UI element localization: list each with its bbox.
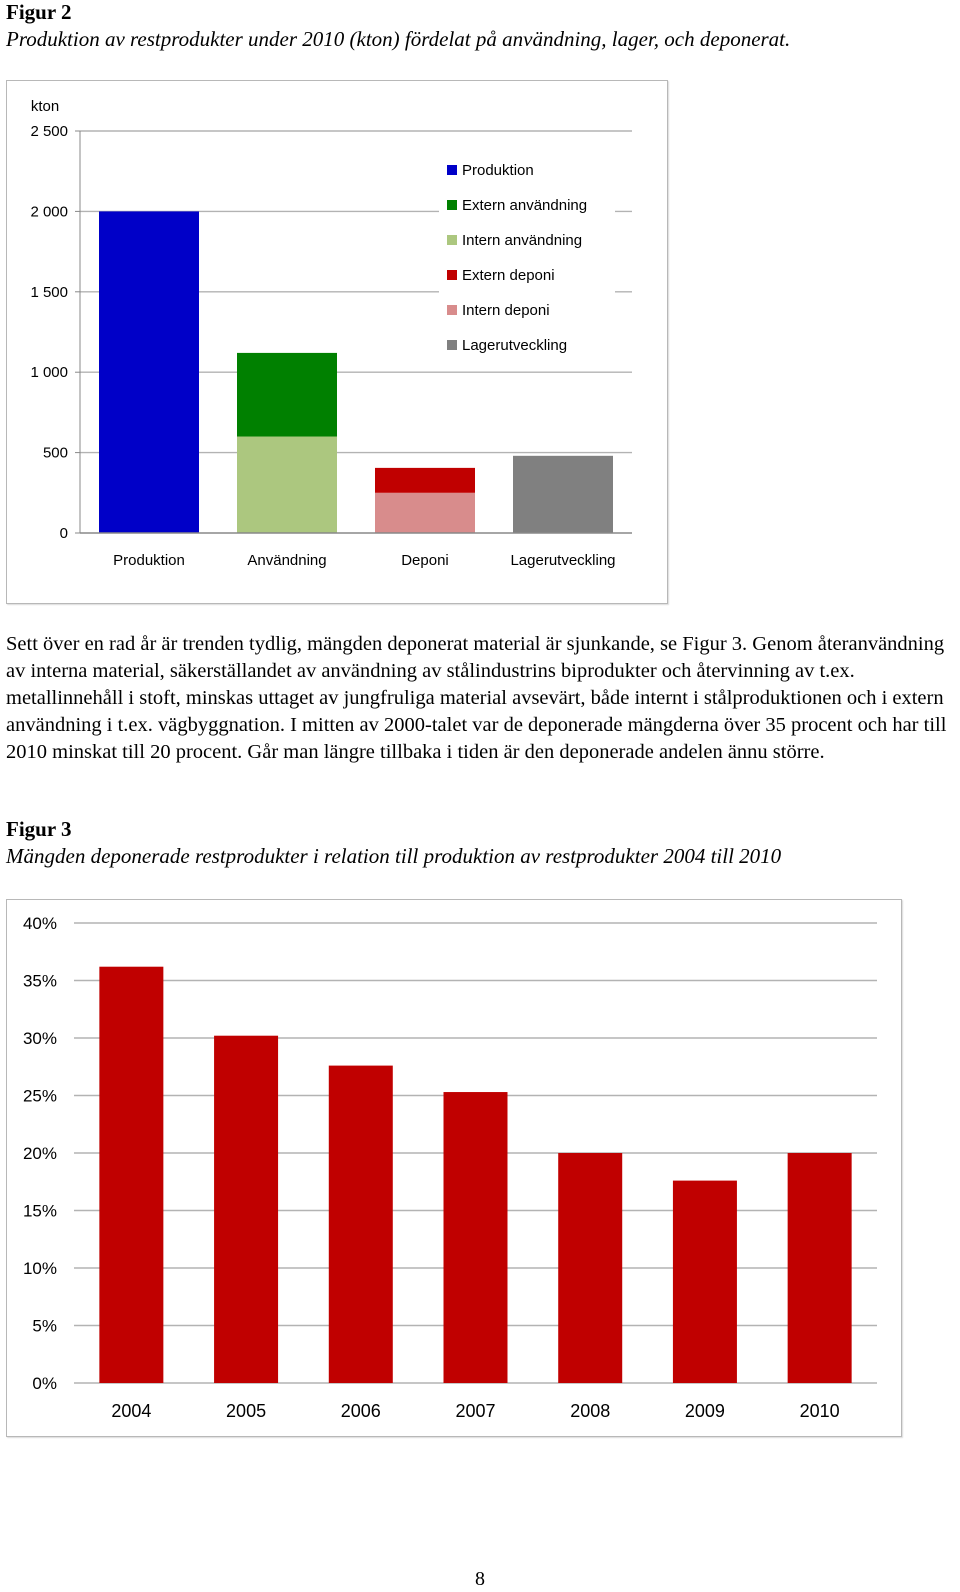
x-tick-label-1: Användning xyxy=(247,552,327,569)
x-tick-label-2004: 2004 xyxy=(111,1401,152,1421)
legend-background xyxy=(439,155,615,353)
legend-label-3: Extern deponi xyxy=(462,267,555,284)
y-tick-label-5: 5% xyxy=(32,1316,57,1336)
y-tick-label-0: 0% xyxy=(32,1374,57,1393)
x-tick-label-2008: 2008 xyxy=(570,1401,611,1421)
paragraph-text: Sett över en rad år är trenden tydlig, mängden deponerat material är sjunkande, se Figur 3. Genom återanvändning av interna material, säkerställandet av användning av stålindustrins biprodukter och återvinning av t.ex. metallinnehåll i stoft, minskas uttaget av jungfruliga material avsevärt, både internt i stålproduktionen och i extern användning i t.ex. vägbyggnation. I mitten av 2000-talet var de deponerade mängderna över 35 procent och har till 2010 minskat till 20 procent. Går man längre tillbaka i tiden är den deponerade andelen ännu större. xyxy=(6,633,947,763)
figure-2-caption: Produktion av restprodukter under 2010 (kton) fördelat på användning, lager, och deponerat. xyxy=(6,27,791,51)
y-tick-label-0: 0 xyxy=(59,525,68,542)
y-tick-label-30: 30% xyxy=(22,1029,57,1048)
legend-swatch-5 xyxy=(447,340,457,350)
legend-swatch-0 xyxy=(447,165,457,175)
bar-lagerutveckling-lagerutveckling xyxy=(513,456,613,533)
x-tick-label-2007: 2007 xyxy=(455,1401,496,1421)
y-tick-label-1500: 1 500 xyxy=(30,283,68,301)
bar-deponi-extern-deponi xyxy=(375,468,475,493)
y-tick-label-20: 20% xyxy=(22,1144,57,1163)
page-number: 8 xyxy=(475,1568,485,1590)
chart-1-frame xyxy=(6,80,668,604)
bar-2005 xyxy=(214,1036,278,1383)
chart-2-svg xyxy=(7,900,901,1436)
legend-label-4: Intern deponi xyxy=(462,302,550,319)
x-tick-label-2006: 2006 xyxy=(340,1401,381,1421)
body-paragraph xyxy=(6,631,951,766)
y-tick-label-35: 35% xyxy=(22,971,57,991)
y-tick-label-500: 500 xyxy=(42,444,68,462)
bar-2008 xyxy=(558,1153,622,1383)
x-tick-label-3: Lagerutveckling xyxy=(510,552,616,569)
figure-3-caption: Mängden deponerade restprodukter i relation till produktion av restprodukter 2004 till 2010 xyxy=(6,844,782,868)
legend-label-1: Extern användning xyxy=(462,197,588,214)
x-tick-label-0: Produktion xyxy=(113,552,185,569)
y-tick-label-10: 10% xyxy=(22,1259,57,1278)
bar-produktion-produktion xyxy=(99,211,199,533)
legend-swatch-4 xyxy=(447,305,457,315)
bar-2007 xyxy=(444,1092,508,1383)
legend-label-5: Lagerutveckling xyxy=(462,337,568,354)
bar-användning-extern-användning xyxy=(237,353,337,437)
chart-1-svg xyxy=(7,81,667,603)
legend-swatch-1 xyxy=(447,200,457,210)
bar-2006 xyxy=(329,1066,393,1383)
y-tick-label-1000: 1 000 xyxy=(30,364,68,382)
legend-swatch-2 xyxy=(447,235,457,245)
figure-2-label: Figur 2 xyxy=(6,0,72,24)
bar-2009 xyxy=(673,1181,737,1383)
legend-label-2: Intern användning xyxy=(462,232,583,249)
bar-deponi-intern-deponi xyxy=(375,493,475,533)
figure-3-label: Figur 3 xyxy=(6,817,72,841)
x-tick-label-2010: 2010 xyxy=(799,1401,840,1421)
bar-användning-intern-användning xyxy=(237,437,337,533)
y-tick-label-2000: 2 000 xyxy=(30,203,68,221)
y-tick-label-25: 25% xyxy=(22,1086,57,1106)
y-tick-label-15: 15% xyxy=(22,1201,57,1221)
bar-2010 xyxy=(788,1153,852,1383)
x-tick-label-2: Deponi xyxy=(401,552,449,569)
chart-2-frame xyxy=(6,899,902,1437)
y-tick-label-40: 40% xyxy=(22,914,57,933)
y-unit-label: kton xyxy=(30,98,60,115)
legend-swatch-3 xyxy=(447,270,457,280)
y-tick-label-2500: 2 500 xyxy=(30,123,68,140)
x-tick-label-2009: 2009 xyxy=(684,1401,725,1421)
x-tick-label-2005: 2005 xyxy=(226,1401,267,1421)
legend-label-0: Produktion xyxy=(462,162,534,179)
bar-2004 xyxy=(99,967,163,1383)
